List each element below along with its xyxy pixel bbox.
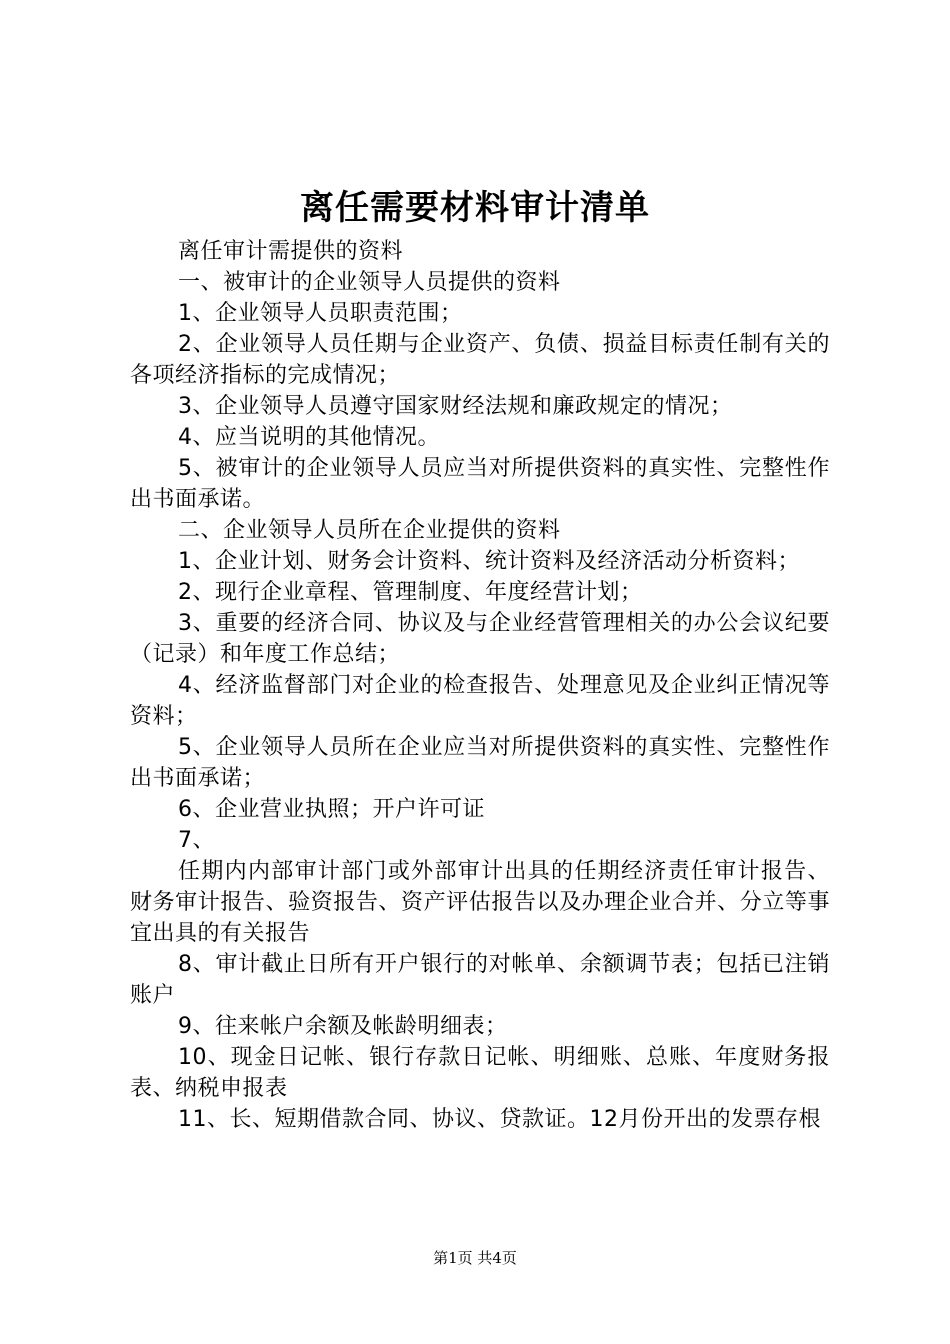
document-body xyxy=(130,236,830,1135)
list-item: 11、长、短期借款合同、协议、贷款证。12月份开出的发票存根 xyxy=(178,1107,821,1132)
list-item: 1、企业领导人员职责范围； xyxy=(178,301,463,326)
document-title: 离任需要材料审计清单 xyxy=(300,188,650,228)
list-item: 9、往来帐户余额及帐龄明细表； xyxy=(178,1014,508,1039)
list-item: 2、现行企业章程、管理制度、年度经营计划； xyxy=(178,580,643,605)
list-item: 5、企业领导人员所在企业应当对所提供资料的真实性、完整性作出书面承诺； xyxy=(130,735,830,791)
list-item: 10、现金日记帐、银行存款日记帐、明细账、总账、年度财务报表、纳税申报表 xyxy=(130,1045,830,1101)
paragraph: 离任审计需提供的资料 xyxy=(178,239,404,264)
list-item: 8、审计截止日所有开户银行的对帐单、余额调节表；包括已注销账户 xyxy=(130,952,830,1008)
list-item: 2、企业领导人员任期与企业资产、负债、损益目标责任制有关的各项经济指标的完成情况； xyxy=(130,332,830,388)
list-item: 1、企业计划、财务会计资料、统计资料及经济活动分析资料； xyxy=(178,549,800,574)
section-heading: 一、被审计的企业领导人员提供的资料 xyxy=(178,270,561,295)
list-item: 4、经济监督部门对企业的检查报告、处理意见及企业纠正情况等资料； xyxy=(130,673,830,729)
list-item: 3、重要的经济合同、协议及与企业经营管理相关的办公会议纪要（记录）和年度工作总结； xyxy=(130,611,830,667)
list-item: 任期内内部审计部门或外部审计出具的任期经济责任审计报告、财务审计报告、验资报告、资产评估报告以及办理企业合并、分立等事宜出具的有关报告 xyxy=(130,859,830,946)
list-item: 4、应当说明的其他情况。 xyxy=(178,425,440,450)
list-item: 6、企业营业执照；开户许可证 xyxy=(178,797,485,822)
section-heading: 二、企业领导人员所在企业提供的资料 xyxy=(178,518,561,543)
list-item: 3、企业领导人员遵守国家财经法规和廉政规定的情况； xyxy=(178,394,733,419)
list-item: 7、 xyxy=(178,828,215,853)
list-item: 5、被审计的企业领导人员应当对所提供资料的真实性、完整性作出书面承诺。 xyxy=(130,456,830,512)
page-number: 第1页 共4页 xyxy=(433,1249,517,1267)
